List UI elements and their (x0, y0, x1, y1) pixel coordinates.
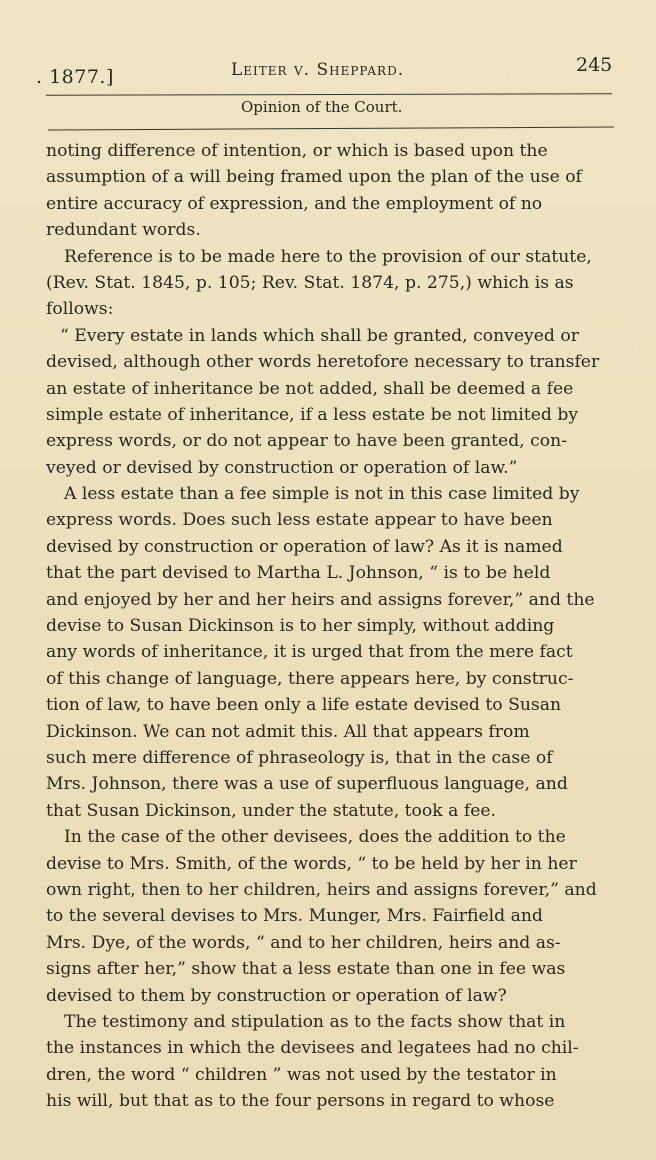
text-line: “ Every estate in lands which shall be granted, conveyed or (60, 325, 579, 346)
section-subheader: Opinion of the Court. (241, 98, 403, 116)
text-line: signs after her,” show that a less estate than one in fee was (46, 959, 566, 980)
text-line: and enjoyed by her and her heirs and assigns forever,” and the (46, 589, 595, 610)
text-line: Mrs. Dye, of the words, “ and to her children, heirs and as- (46, 932, 561, 953)
text-line: In the case of the other devisees, does the addition to the (64, 827, 566, 848)
text-line: entire accuracy of expression, and the employment of no (46, 193, 543, 214)
text-line: of this change of language, there appears here, by construc- (46, 668, 574, 689)
text-line: devise to Susan Dickinson is to her simply, without adding (46, 616, 555, 637)
text-line: devised to them by construction or operation of law? (46, 985, 507, 1006)
opinion-body-text (46, 138, 620, 1114)
text-line: noting difference of intention, or which is based upon the (46, 141, 548, 161)
text-line: express words. Does such less estate appear to have been (46, 510, 553, 531)
text-line: to the several devises to Mrs. Munger, Mrs. Fairfield and (46, 906, 543, 927)
text-line: that the part devised to Martha L. Johnson, “ is to be held (46, 563, 551, 584)
text-line: any words of inheritance, it is urged that from the mere fact (46, 642, 573, 663)
text-line: assumption of a will being framed upon the plan of the use of (46, 167, 582, 188)
running-head-title: Leiter v. Sheppard. (231, 60, 405, 80)
text-line: devise to Mrs. Smith, of the words, “ to be held by her in her (46, 853, 577, 874)
text-line: the instances in which the devisees and legatees had no chil- (46, 1038, 579, 1059)
header-rule-bottom (48, 127, 614, 131)
text-line: Reference is to be made here to the provision of our statute, (64, 246, 592, 267)
text-line: own right, then to her children, heirs and assigns forever,” and (46, 879, 597, 900)
running-head-year: . 1877.] (36, 66, 114, 88)
text-line: simple estate of inheritance, if a less estate be not limited by (46, 404, 579, 425)
text-line: such mere difference of phraseology is, that in the case of (46, 747, 553, 768)
text-line: (Rev. Stat. 1845, p. 105; Rev. Stat. 1874, p. 275,) which is as (46, 272, 574, 293)
text-line: devised, although other words heretofore necessary to transfer (46, 352, 600, 373)
text-line: follows: (46, 299, 114, 320)
text-line: A less estate than a fee simple is not in this case limited by (64, 484, 580, 505)
text-line: devised by construction or operation of law? As it is named (46, 536, 563, 557)
text-line: Mrs. Johnson, there was a use of superfluous language, and (46, 774, 568, 795)
header-rule-top (46, 93, 612, 95)
text-line: Dickinson. We can not admit this. All that appears from (46, 721, 530, 742)
text-line: dren, the word “ children ” was not used by the testator in (46, 1064, 557, 1085)
text-line: his will, but that as to the four persons in regard to whose (46, 1091, 555, 1112)
text-line: redundant words. (46, 220, 201, 241)
text-line: tion of law, to have been only a life estate devised to Susan (46, 695, 562, 716)
text-line: The testimony and stipulation as to the facts show that in (64, 1011, 566, 1032)
page-number: 245 (576, 54, 613, 76)
text-line: that Susan Dickinson, under the statute, took a fee. (46, 800, 497, 821)
text-line: veyed or devised by construction or operation of law.” (46, 457, 518, 478)
text-line: an estate of inheritance be not added, shall be deemed a fee (46, 378, 574, 399)
text-line: express words, or do not appear to have been granted, con- (46, 431, 568, 452)
